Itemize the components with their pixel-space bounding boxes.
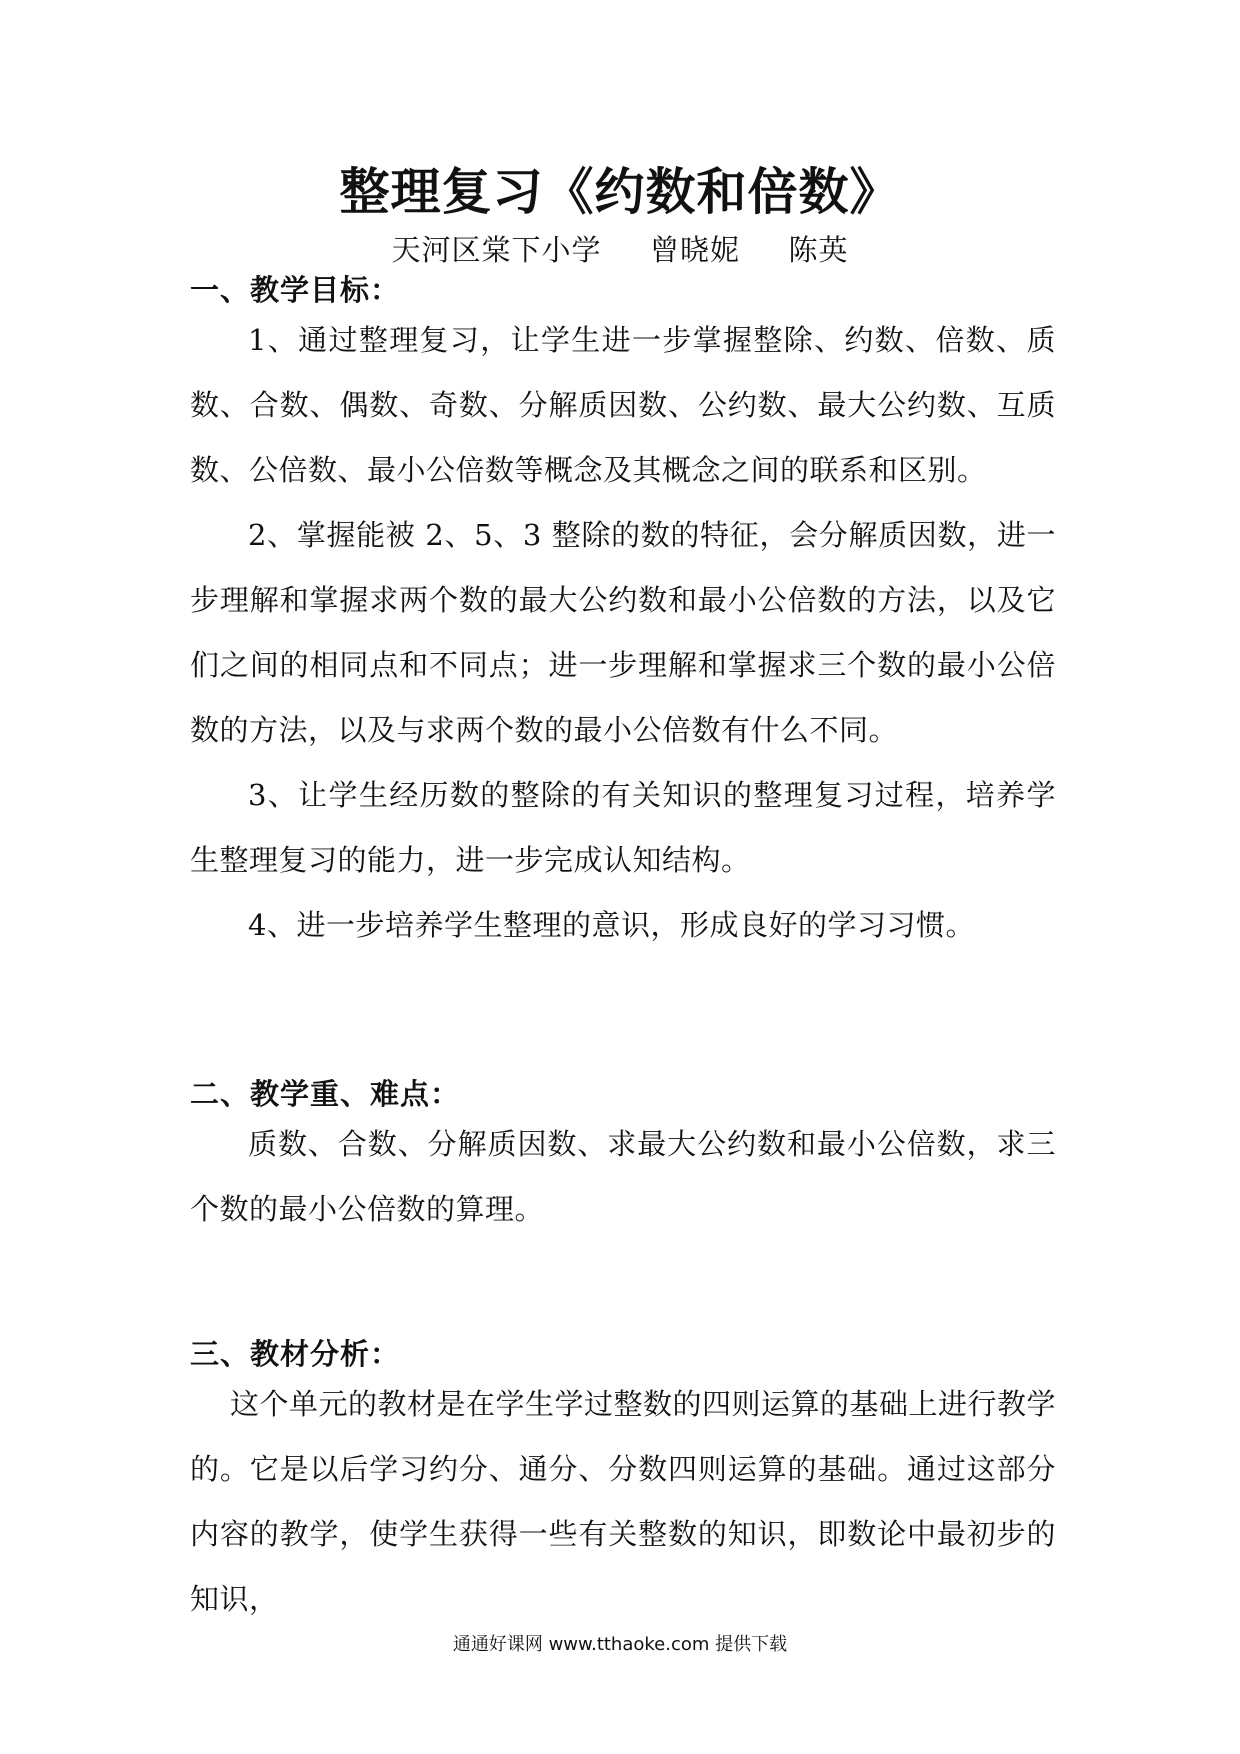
paragraph-key-points: 质数、合数、分解质因数、求最大公约数和最小公倍数，求三个数的最小公倍数的算理。 <box>190 1127 1056 1226</box>
document-title: 整理复习《约数和倍数》 <box>339 162 901 221</box>
paragraph-objective-2: 2、掌握能被 2、5、3 整除的数的特征，会分解质因数，进一步理解和掌握求两个数的最大公约数和最小公倍数的方法，以及它们之间的相同点和不同点；进一步理解和掌握求三个数的最小公倍数的方法，以及与求两个数的最小公倍数有什么不同。 <box>190 518 1056 747</box>
paragraph-material-analysis: 这个单元的教材是在学生学过整数的四则运算的基础上进行教学的。它是以后学习约分、通分、分数四则运算的基础。通过这部分内容的教学，使学生获得一些有关整数的知识，即数论中最初步的知识， <box>190 1387 1057 1616</box>
section-heading-objectives: 一、教学目标： <box>190 273 401 307</box>
paragraph-objective-3: 3、让学生经历数的整除的有关知识的整理复习过程，培养学生整理复习的能力，进一步完成认知结构。 <box>190 778 1056 877</box>
author-teacher-2: 陈英 <box>788 233 849 267</box>
author-teacher-1: 曾晓妮 <box>649 233 740 267</box>
author-line <box>0 228 1240 269</box>
paragraph-objective-1: 1、通过整理复习，让学生进一步掌握整除、约数、倍数、质数、合数、偶数、奇数、分解质因数、公约数、最大公约数、互质数、公倍数、最小公倍数等概念及其概念之间的联系和区别。 <box>190 323 1056 487</box>
author-school: 天河区棠下小学 <box>391 233 602 267</box>
page-footer: 通通好课网 www.tthaoke.com 提供下载 <box>452 1634 788 1655</box>
section-heading-key-points: 二、教学重、难点： <box>190 1077 461 1111</box>
paragraph-objective-4: 4、进一步培养学生整理的意识，形成良好的学习习惯。 <box>248 908 975 942</box>
section-heading-material-analysis: 三、教材分析： <box>190 1337 401 1371</box>
